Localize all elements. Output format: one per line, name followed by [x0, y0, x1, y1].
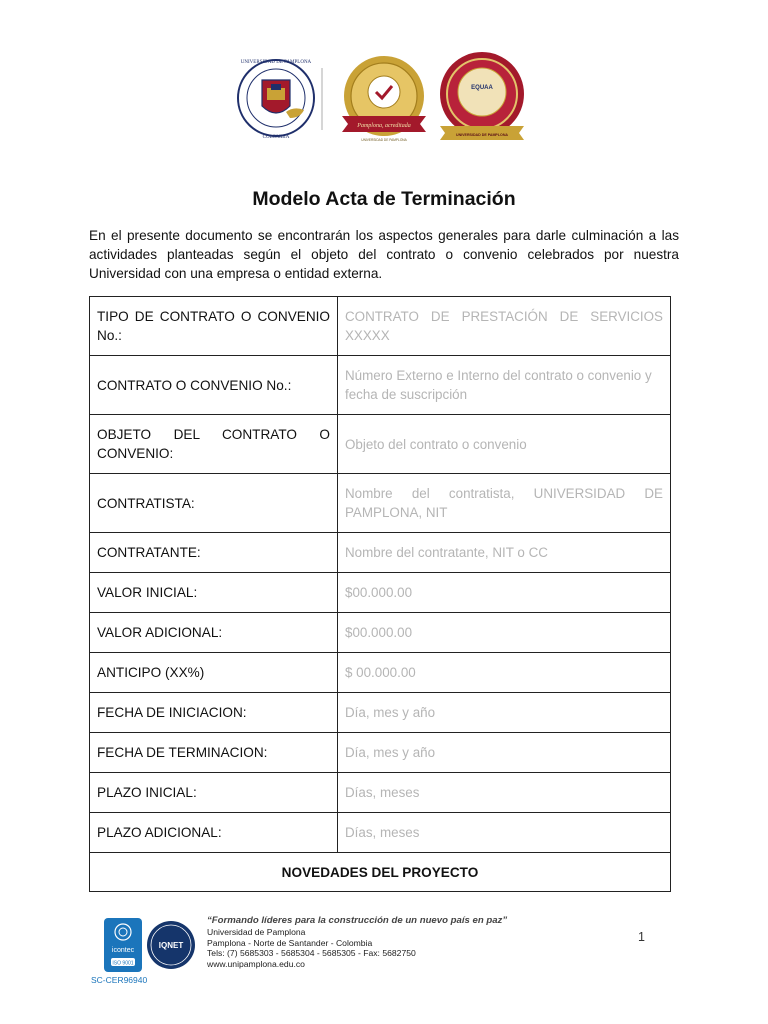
row-value-plazo-adicional[interactable]: Días, meses [338, 813, 671, 853]
row-label-plazo-adicional: PLAZO ADICIONAL: [90, 813, 338, 853]
row-value-valor-inicial[interactable]: $00.000.00 [338, 573, 671, 613]
table-row [90, 613, 671, 653]
table-row [90, 297, 671, 356]
university-seal-icon [238, 60, 314, 136]
row-label-fecha-iniciacion: FECHA DE INICIACION: [90, 693, 338, 733]
page-number: 1 [638, 930, 645, 944]
row-value-objeto[interactable]: Objeto del contrato o convenio [338, 415, 671, 474]
row-value-plazo-inicial[interactable]: Días, meses [338, 773, 671, 813]
table-row [90, 533, 671, 573]
table-row [90, 733, 671, 773]
row-label-plazo-inicial: PLAZO INICIAL: [90, 773, 338, 813]
footer-line: Tels: (7) 5685303 - 5685304 - 5685305 - Fax: 5682750 [207, 948, 416, 959]
table-row [90, 773, 671, 813]
table-row [90, 853, 671, 892]
row-value-fecha-iniciacion[interactable]: Día, mes y año [338, 693, 671, 733]
table-row [90, 356, 671, 415]
table-row [90, 813, 671, 853]
row-value-contratista[interactable]: Nombre del contratista, UNIVERSIDAD DE PAMPLONA, NIT [338, 474, 671, 533]
svg-text:UNIVERSIDAD DE PAMPLONA: UNIVERSIDAD DE PAMPLONA [361, 138, 407, 142]
intro-paragraph: En el presente documento se encontrarán los aspectos generales para darle culminación a las actividades planteadas según el objeto del contrato o convenio celebrados por nuestra Universidad con una empresa o entidad externa. [89, 228, 679, 281]
row-label-valor-inicial: VALOR INICIAL: [90, 573, 338, 613]
svg-text:IQNET: IQNET [158, 941, 184, 950]
table-row [90, 653, 671, 693]
row-label-contratante: CONTRATANTE: [90, 533, 338, 573]
svg-text:UNIVERSIDAD DE PAMPLONA: UNIVERSIDAD DE PAMPLONA [455, 133, 509, 137]
svg-text:icontec: icontec [111, 947, 135, 954]
svg-text:ISO 9001: ISO 9001 [112, 960, 134, 967]
footer-slogan: “Formando líderes para la construcción de un nuevo país en paz” [207, 915, 508, 926]
table-row [90, 415, 671, 474]
header-logos [234, 48, 534, 148]
footer-line: Universidad de Pamplona [207, 927, 306, 938]
row-value-contratante[interactable]: Nombre del contratante, NIT o CC [338, 533, 671, 573]
row-label-tipo: TIPO DE CONTRATO O CONVENIO No.: [90, 297, 338, 356]
svg-text:EQUAA: EQUAA [471, 85, 493, 91]
acreditacion-internacional-seal-icon [440, 52, 524, 140]
svg-text:Pamplona, acreditada: Pamplona, acreditada [357, 123, 411, 129]
row-label-fecha-terminacion: FECHA DE TERMINACION: [90, 733, 338, 773]
row-label-valor-adicional: VALOR ADICIONAL: [90, 613, 338, 653]
row-label-contrato: CONTRATO O CONVENIO No.: [90, 356, 338, 415]
footer-website-link[interactable]: www.unipamplona.edu.co [207, 958, 305, 969]
row-label-objeto: OBJETO DEL CONTRATO O CONVENIO: [90, 415, 338, 474]
table-row [90, 474, 671, 533]
table-row [90, 573, 671, 613]
footer-line: Pamplona - Norte de Santander - Colombia [207, 937, 373, 948]
row-value-contrato[interactable]: Número Externo e Interno del contrato o convenio y fecha de suscripción [338, 356, 671, 415]
acta-table [89, 296, 671, 892]
row-value-valor-adicional[interactable]: $00.000.00 [338, 613, 671, 653]
svg-text:UNIVERSIDAD DE PAMPLONA: UNIVERSIDAD DE PAMPLONA [240, 60, 312, 65]
table-row [90, 693, 671, 733]
section-header-novedades: NOVEDADES DEL PROYECTO [90, 853, 671, 892]
document-title: Modelo Acta de Terminación [252, 188, 516, 210]
row-value-fecha-terminacion[interactable]: Día, mes y año [338, 733, 671, 773]
svg-text:COLOMBIA: COLOMBIA [262, 135, 290, 140]
footer-cert-logos [102, 916, 202, 974]
row-label-anticipo: ANTICIPO (XX%) [90, 653, 338, 693]
row-value-tipo[interactable]: CONTRATO DE PRESTACIÓN DE SERVICIOS XXXXX [338, 297, 671, 356]
row-value-anticipo[interactable]: $ 00.000.00 [338, 653, 671, 693]
certificate-code: SC-CER96940 [91, 975, 148, 985]
footer-contact [207, 916, 507, 969]
row-label-contratista: CONTRATISTA: [90, 474, 338, 533]
